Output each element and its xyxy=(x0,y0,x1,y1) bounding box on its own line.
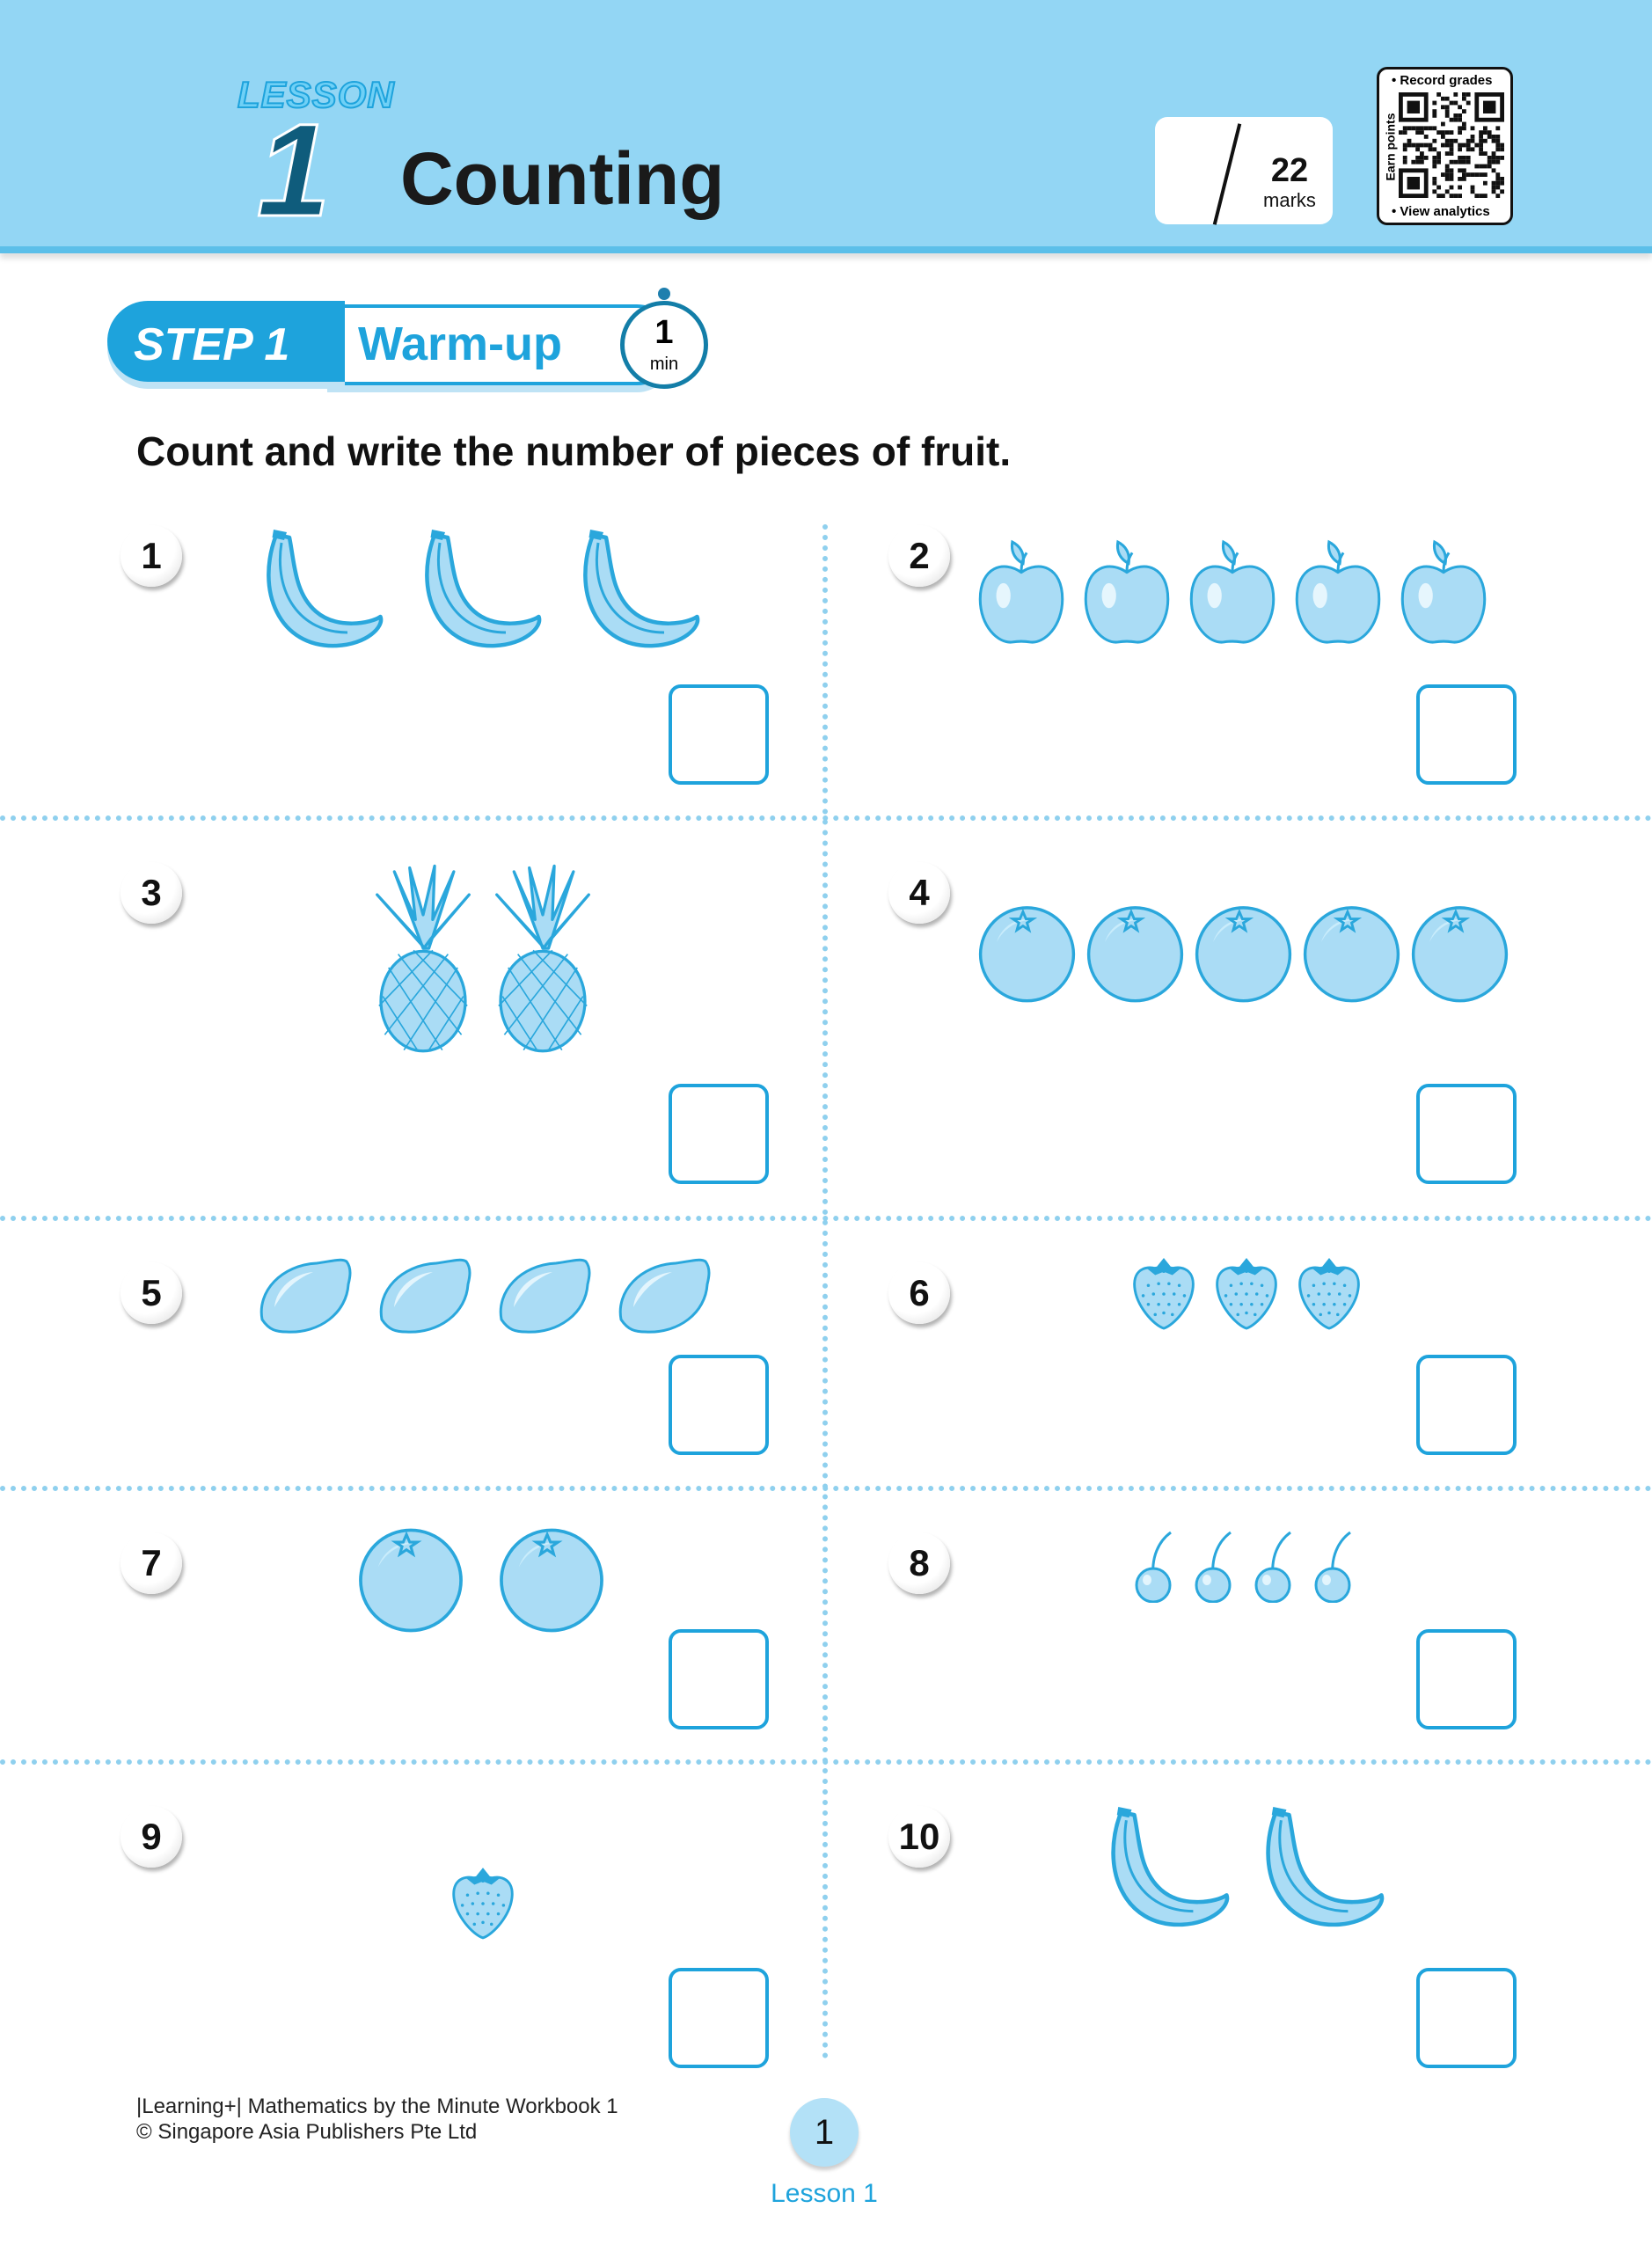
apple-icon xyxy=(1293,537,1383,647)
row-divider xyxy=(0,1759,1652,1765)
banana-icon xyxy=(255,523,387,662)
orange-icon xyxy=(976,902,1078,1003)
strawberry-icon xyxy=(1296,1256,1363,1330)
strawberry-icon xyxy=(450,1865,515,1941)
lemon-icon xyxy=(614,1256,713,1335)
question-number: 7 xyxy=(121,1532,182,1594)
fruit-group-strawberry xyxy=(1130,1256,1363,1330)
question-number: 5 xyxy=(121,1262,182,1324)
question-number: 1 xyxy=(121,525,182,587)
question-number: 2 xyxy=(888,525,950,587)
timer-unit: min xyxy=(649,355,679,374)
apple-icon xyxy=(1082,537,1172,647)
question-number: 6 xyxy=(888,1262,950,1324)
row-divider xyxy=(0,815,1652,821)
orange-icon xyxy=(497,1524,606,1633)
orange-icon xyxy=(1193,902,1294,1003)
page-title: Counting xyxy=(400,137,725,220)
banana-icon xyxy=(1254,1802,1388,1941)
banana-icon xyxy=(413,523,545,662)
apple-icon xyxy=(976,537,1066,647)
instruction-text: Count and write the number of pieces of fruit. xyxy=(136,428,1012,474)
timer-value: 1 xyxy=(654,314,674,351)
fruit-group-lemon xyxy=(255,1256,713,1335)
pineapple-icon xyxy=(374,862,472,1054)
question-number: 4 xyxy=(888,862,950,924)
footer-book-title: |Learning+| Mathematics by the Minute Workbook 1 xyxy=(136,2095,618,2118)
step-name: Warm-up xyxy=(358,318,562,370)
answer-box[interactable] xyxy=(1416,1629,1517,1729)
banana-icon xyxy=(1100,1802,1233,1941)
pineapple-icon xyxy=(493,862,592,1054)
question-number: 3 xyxy=(121,862,182,924)
lesson-header xyxy=(0,0,1652,253)
strawberry-icon xyxy=(1130,1256,1197,1330)
cherry-icon xyxy=(1190,1531,1238,1603)
step-banner xyxy=(107,301,705,389)
fruit-group-banana xyxy=(255,523,704,662)
stopwatch-icon xyxy=(620,301,708,389)
marks-label: marks xyxy=(1263,189,1316,211)
row-divider xyxy=(0,1486,1652,1491)
stopwatch-knob xyxy=(658,288,670,300)
answer-box[interactable] xyxy=(1416,684,1517,785)
lemon-icon xyxy=(494,1256,593,1335)
orange-icon xyxy=(1301,902,1402,1003)
cherry-icon xyxy=(1250,1531,1297,1603)
fruit-group-cherry xyxy=(1130,1531,1357,1603)
lesson-number: 1 xyxy=(257,96,331,244)
qr-code-icon xyxy=(1399,92,1504,198)
orange-icon xyxy=(1409,902,1510,1003)
qr-code-panel[interactable] xyxy=(1377,67,1513,225)
fruit-group-banana xyxy=(1100,1802,1388,1941)
answer-box[interactable] xyxy=(1416,1084,1517,1184)
cherry-icon xyxy=(1130,1531,1178,1603)
banana-icon xyxy=(572,523,704,662)
apple-icon xyxy=(1188,537,1277,647)
fruit-group-orange xyxy=(356,1524,606,1633)
qr-earn-points: Earn points xyxy=(1383,113,1398,181)
qr-view-analytics: • View analytics xyxy=(1392,204,1490,219)
orange-icon xyxy=(356,1524,465,1633)
footer-lesson-label: Lesson 1 xyxy=(771,2179,878,2208)
answer-box[interactable] xyxy=(669,1968,769,2068)
question-number: 9 xyxy=(121,1806,182,1868)
column-divider xyxy=(822,524,828,2059)
answer-box[interactable] xyxy=(1416,1355,1517,1455)
qr-record-grades: • Record grades xyxy=(1392,73,1493,88)
question-number: 10 xyxy=(888,1806,950,1868)
answer-box[interactable] xyxy=(1416,1968,1517,2068)
answer-box[interactable] xyxy=(669,1629,769,1729)
lemon-icon xyxy=(255,1256,354,1335)
footer-copyright: © Singapore Asia Publishers Pte Ltd xyxy=(136,2120,478,2144)
fruit-group-strawberry xyxy=(450,1865,515,1941)
row-divider xyxy=(0,1216,1652,1221)
strawberry-icon xyxy=(1213,1256,1280,1330)
page-number: 1 xyxy=(790,2098,859,2167)
footer-credits xyxy=(136,2094,618,2145)
question-number: 8 xyxy=(888,1532,950,1594)
answer-box[interactable] xyxy=(669,1084,769,1184)
marks-box xyxy=(1155,117,1333,224)
answer-box[interactable] xyxy=(669,1355,769,1455)
fruit-group-apple xyxy=(976,537,1488,647)
fruit-group-pineapple xyxy=(374,862,592,1054)
fruit-group-orange xyxy=(976,902,1510,1003)
apple-icon xyxy=(1399,537,1488,647)
orange-icon xyxy=(1085,902,1186,1003)
lemon-icon xyxy=(375,1256,473,1335)
marks-slash xyxy=(1213,123,1241,224)
lesson-label: LESSON xyxy=(238,74,395,115)
step-label: STEP 1 xyxy=(134,319,290,370)
marks-total: 22 xyxy=(1270,152,1309,189)
answer-box[interactable] xyxy=(669,684,769,785)
cherry-icon xyxy=(1310,1531,1357,1603)
